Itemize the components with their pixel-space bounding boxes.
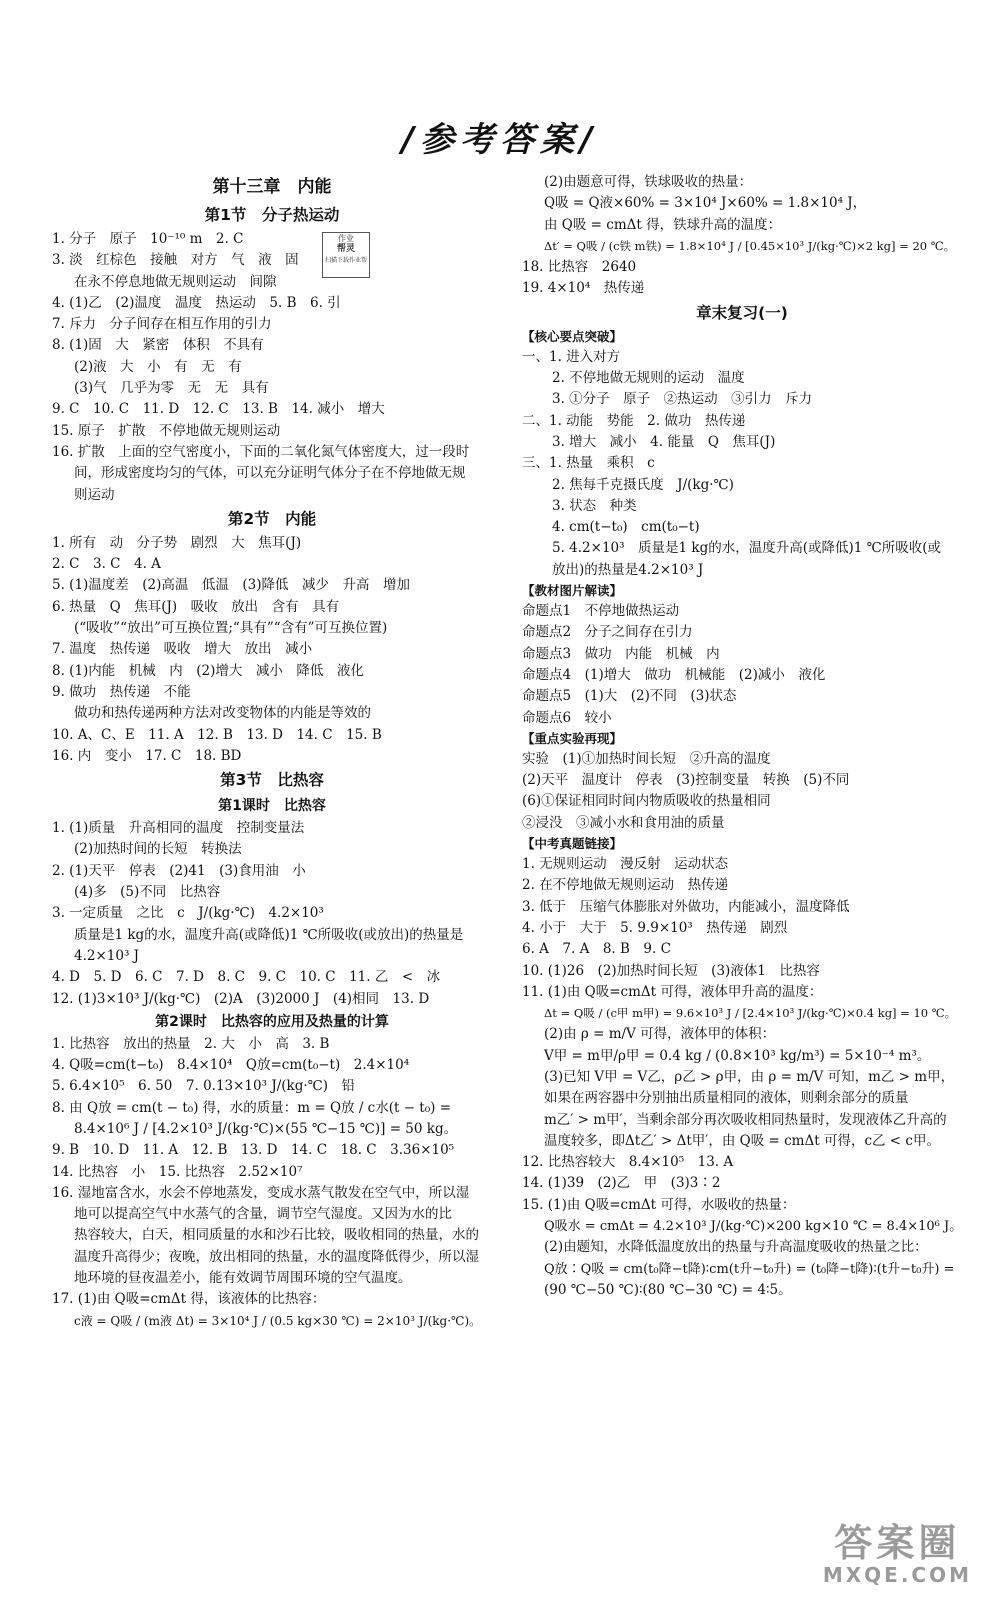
answer-line: 17. (1)由 Q吸=cmΔt 得，该液体的比热容： bbox=[52, 1291, 326, 1308]
answer-line: 地可以提高空气中水蒸气的含量，调节空气湿度。又因为水的比 bbox=[74, 1206, 452, 1223]
answer-line: 3. 增大 减小 4. 能量 Q 焦耳(J) bbox=[552, 433, 776, 450]
answer-line: 一、1. 进入对方 bbox=[522, 348, 621, 365]
answer-line: (3)已知 V甲 = V乙，ρ乙 > ρ甲，由 ρ = m/V 可知，m乙 > m甲， bbox=[544, 1068, 955, 1085]
answer-line: (2)加热时间的长短 转换法 bbox=[74, 841, 242, 858]
answer-line: 3. 状态 种类 bbox=[552, 497, 637, 514]
answer-line: 4. Q吸=cm(t−t₀) 8.4×10⁴ Q放=cm(t₀−t) 2.4×10⁴ bbox=[52, 1057, 410, 1074]
answer-line: (90 ℃−50 ℃)∶(80 ℃−30 ℃) = 4∶5。 bbox=[544, 1281, 792, 1298]
answer-line: m乙′ > m甲′，当剩余部分再次吸收相同热量时，发现液体乙升高的 bbox=[544, 1111, 947, 1128]
block-heading: 【重点实验再现】 bbox=[522, 730, 623, 746]
answer-line: 4. (1)乙 (2)温度 温度 热运动 5. B 6. 引 bbox=[52, 294, 341, 311]
answer-line: 3. 一定质量 之比 c J/(kg·℃) 4.2×10³ bbox=[52, 905, 324, 922]
answer-line: 5. 4.2×10³ 质量是1 kg的水，温度升高(或降低)1 ℃所吸收(或 bbox=[552, 540, 942, 557]
answer-line: 3. ①分子 原子 ②热运动 ③引力 斥力 bbox=[552, 391, 813, 408]
answer-line: 质量是1 kg的水，温度升高(或降低)1 ℃所吸收(或放出)的热量是 bbox=[74, 926, 464, 943]
chapter-title: 第十三章 内能 bbox=[212, 177, 332, 197]
answer-line: 18. 比热容 2640 bbox=[522, 259, 637, 276]
answer-line: ②浸没 ③减小水和食用油的质量 bbox=[522, 814, 725, 831]
answer-line: 命题点2 分子之间存在引力 bbox=[522, 624, 693, 641]
answer-line: 8. (1)内能 机械 内 (2)增大 减小 降低 液化 bbox=[52, 662, 364, 679]
left-column bbox=[52, 172, 492, 1332]
answer-line: 16. 湿地富含水，水会不停地蒸发，变成水蒸气散发在空气中，所以湿 bbox=[52, 1184, 470, 1201]
section-title: 第2节 内能 bbox=[227, 509, 317, 528]
answer-line: 9. B 10. D 11. A 12. B 13. D 14. C 18. C 3.36×10⁵ bbox=[52, 1142, 455, 1159]
answer-line: 16. 内 变小 17. C 18. BD bbox=[52, 747, 242, 764]
answer-line: 10. (1)26 (2)加热时间长短 (3)液体1 比热容 bbox=[522, 962, 820, 979]
answer-line: (2)液 大 小 有 无 有 bbox=[74, 358, 242, 375]
answer-line: 2. 在不停地做无规则运动 热传递 bbox=[522, 877, 729, 894]
answer-line: 15. 原子 扩散 不停地做无规则运动 bbox=[52, 422, 281, 439]
answer-line: 实验 (1)①加热时间长短 ②升高的温度 bbox=[522, 750, 771, 767]
answer-line: 2. (1)天平 停表 (2)41 (3)食用油 小 bbox=[52, 862, 306, 879]
answer-line: 4. cm(t−t₀) cm(t₀−t) bbox=[552, 519, 700, 536]
answer-line: (2)由题知，水降低温度放出的热量与升高温度吸收的热量之比： bbox=[544, 1239, 928, 1256]
app-stamp: 作业 帮灵 扫描下载作业帮 bbox=[322, 232, 370, 278]
answer-line: 6. A 7. A 8. B 9. C bbox=[522, 941, 671, 958]
answer-line: 14. 比热容 小 15. 比热容 2.52×10⁷ bbox=[52, 1163, 303, 1180]
answer-line: 二、1. 动能 势能 2. 做功 热传递 bbox=[522, 412, 746, 429]
answer-line: 8. 由 Q放 = cm(t − t₀) 得，水的质量：m = Q放 / c水(t − t₀) = bbox=[52, 1099, 452, 1116]
answer-line: (4)多 (5)不同 比热容 bbox=[74, 884, 221, 901]
section-title: 第3节 比热容 bbox=[220, 771, 324, 790]
answer-line: Q吸水 = cmΔt = 4.2×10³ J/(kg·℃)×200 kg×10 ℃ = 8.4×10⁶ J。 bbox=[544, 1219, 962, 1235]
answer-line: 做功和热传递两种方法对改变物体的内能是等效的 bbox=[74, 705, 371, 722]
answer-line: 5. 6.4×10⁵ 6. 50 7. 0.13×10³ J/(kg·℃) 铅 bbox=[52, 1078, 356, 1095]
block-heading: 【教材图片解读】 bbox=[522, 583, 623, 599]
answer-line: V甲 = m甲/ρ甲 = 0.4 kg / (0.8×10³ kg/m³) = 5×10⁻⁴ m³。 bbox=[544, 1047, 931, 1064]
answer-line: 3. 低于 压缩气体膨胀对外做功，内能减小，温度降低 bbox=[522, 898, 850, 915]
watermark bbox=[823, 1522, 972, 1586]
answer-line: 11. (1)由 Q吸=cmΔt 可得，液体甲升高的温度： bbox=[522, 983, 823, 1000]
answer-line: 间，形成密度均匀的气体，可以充分证明气体分子在不停地做无规 bbox=[74, 465, 466, 482]
answer-line: 命题点5 (1)大 (2)不同 (3)状态 bbox=[522, 688, 737, 705]
answer-line: 4. D 5. D 6. C 7. D 8. C 9. C 10. C 11. 乙 < 冰 bbox=[52, 969, 441, 986]
answer-line: 在永不停息地做无规则运动 间隙 bbox=[74, 273, 277, 290]
answer-line: 4.2×10³ J bbox=[74, 947, 140, 964]
answer-line: 2. C 3. C 4. A bbox=[52, 556, 161, 573]
answer-line: (6)①保证相同时间内物质吸收的热量相同 bbox=[522, 793, 771, 810]
watermark-logo: 答案圈 bbox=[834, 1521, 961, 1565]
answer-line: (2)由题意可得，铁球吸收的热量： bbox=[544, 174, 753, 190]
answer-line: 2. 焦每千克摄氏度 J/(kg·℃) bbox=[552, 476, 734, 493]
lesson-title: 第2课时 比热容的应用及热量的计算 bbox=[155, 1013, 389, 1030]
answer-line: 8.4×10⁶ J / [4.2×10³ J/(kg·℃)×(55 ℃−15 ℃)] = 50 kg。 bbox=[74, 1120, 458, 1137]
answer-line: 7. 斥力 分子间存在相互作用的引力 bbox=[52, 316, 272, 333]
answer-line: 8. (1)固 大 紧密 体积 不具有 bbox=[52, 337, 264, 354]
section-title: 章末复习(一) bbox=[696, 303, 788, 322]
answer-line: 16. 扩散 上面的空气密度小，下面的二氧化氮气体密度大，过一段时 bbox=[52, 443, 470, 460]
answer-line: 1. 无规则运动 漫反射 运动状态 bbox=[522, 856, 729, 873]
answer-line: 命题点3 做功 内能 机械 内 bbox=[522, 645, 720, 662]
answer-line: 12. 比热容较大 8.4×10⁵ 13. A bbox=[522, 1154, 734, 1171]
right-column bbox=[522, 172, 962, 1301]
answer-line: 命题点1 不停地做热运动 bbox=[522, 603, 680, 620]
answer-line: 15. (1)由 Q吸=cmΔt 可得，水吸收的热量： bbox=[522, 1196, 796, 1213]
answer-line: 温度较多，即Δt乙′ > Δt甲′，由 Q吸 = cmΔt 可得，c乙 < c甲。 bbox=[544, 1132, 940, 1149]
section-title: 第1节 分子热运动 bbox=[204, 206, 340, 224]
answer-line: 9. 做功 热传递 不能 bbox=[52, 683, 191, 700]
answer-line: 地环境的昼夜温差小，能有效调节周围环境的空气温度。 bbox=[74, 1270, 412, 1287]
answer-line: 6. 热量 Q 焦耳(J) 吸收 放出 含有 具有 bbox=[52, 598, 340, 615]
watermark-url: MXQE.COM bbox=[822, 1563, 972, 1587]
answer-line: 1. 比热容 放出的热量 2. 大 小 高 3. B bbox=[52, 1035, 330, 1052]
answer-line: 2. 不停地做无规则的运动 温度 bbox=[552, 370, 745, 387]
answer-line: Δt′ = Q吸 / (c铁 m铁) = 1.8×10⁴ J / [0.45×10³ J/(kg·℃)×2 kg] = 20 ℃。 bbox=[544, 238, 956, 253]
answer-line: Q放∶Q吸 = cm(t₀降−t降)∶cm(t升−t₀升) = (t₀降−t降)∶(t升−t₀升) = bbox=[544, 1261, 955, 1277]
answer-line: 12. (1)3×10³ J/(kg·℃) (2)A (3)2000 J (4)相同 13. D bbox=[52, 990, 430, 1007]
answer-line: 5. (1)温度差 (2)高温 低温 (3)降低 减少 升高 增加 bbox=[52, 577, 411, 594]
answer-line: 热容较大，白天，相同质量的水和沙石比较，吸收相同的热量，水的 bbox=[74, 1227, 479, 1244]
answer-line: (2)由 ρ = m/V 可得，液体甲的体积： bbox=[544, 1026, 776, 1043]
block-heading: 【中考真题链接】 bbox=[522, 836, 623, 852]
answer-line: 温度升高得少；夜晚，放出相同的热量，水的温度降低得少，所以湿 bbox=[74, 1248, 479, 1265]
block-heading: 【核心要点突破】 bbox=[522, 328, 623, 344]
lesson-title: 第1课时 比热容 bbox=[218, 798, 326, 815]
answer-line: 命题点6 较小 bbox=[522, 709, 612, 726]
answer-line: c液 = Q吸 / (m液 Δt) = 3×10⁴ J / (0.5 kg×30 ℃) = 2×10³ J/(kg·℃)。 bbox=[74, 1313, 482, 1328]
answer-line: 命题点4 (1)增大 做功 机械能 (2)减小 液化 bbox=[522, 666, 826, 683]
answer-line: 则运动 bbox=[74, 486, 115, 503]
answer-line: 由 Q吸 = cmΔt 得，铁球升高的温度： bbox=[544, 216, 782, 233]
answer-line: (2)天平 温度计 停表 (3)控制变量 转换 (5)不同 bbox=[522, 772, 850, 789]
page-title: /参考答案/ bbox=[401, 120, 599, 160]
answer-line: Δt = Q吸 / (c甲 m甲) = 9.6×10³ J / [2.4×10³ J/(kg·℃)×0.4 kg] = 10 ℃。 bbox=[544, 1006, 957, 1021]
answer-line: (“吸收”“放出”可互换位置;“具有”“含有”可互换位置) bbox=[74, 620, 388, 637]
answer-line: 1. (1)质量 升高相同的温度 控制变量法 bbox=[52, 820, 305, 837]
answer-line: 1. 分子 原子 10⁻¹⁰ m 2. C bbox=[52, 231, 244, 247]
answer-line: 三、1. 热量 乘积 c bbox=[522, 455, 655, 472]
answer-line: 放出)的热量是4.2×10³ J bbox=[552, 561, 704, 578]
answer-line: Q吸 = Q液×60% = 3×10⁴ J×60% = 1.8×10⁴ J， bbox=[544, 195, 867, 212]
answer-line: 7. 温度 热传递 吸收 增大 放出 减小 bbox=[52, 641, 313, 658]
answer-line: 10. A、C、E 11. A 12. B 13. D 14. C 15. B bbox=[52, 726, 382, 743]
answer-line: 如果在两容器中分别抽出质量相同的液体，则剩余部分的质量 bbox=[544, 1090, 909, 1107]
answer-line: 14. (1)39 (2)乙 甲 (3)3∶2 bbox=[522, 1175, 721, 1192]
answer-line: 4. 小于 大于 5. 9.9×10³ 热传递 剧烈 bbox=[522, 919, 788, 936]
answer-line: 19. 4×10⁴ 热传递 bbox=[522, 280, 645, 297]
answer-line: (3)气 几乎为零 无 无 具有 bbox=[74, 380, 269, 397]
answer-line: 1. 所有 动 分子势 剧烈 大 焦耳(J) bbox=[52, 534, 302, 551]
answer-line: 9. C 10. C 11. D 12. C 13. B 14. 减小 增大 bbox=[52, 401, 385, 418]
answer-line: 3. 淡 红棕色 接触 对方 气 液 固 bbox=[52, 252, 299, 269]
